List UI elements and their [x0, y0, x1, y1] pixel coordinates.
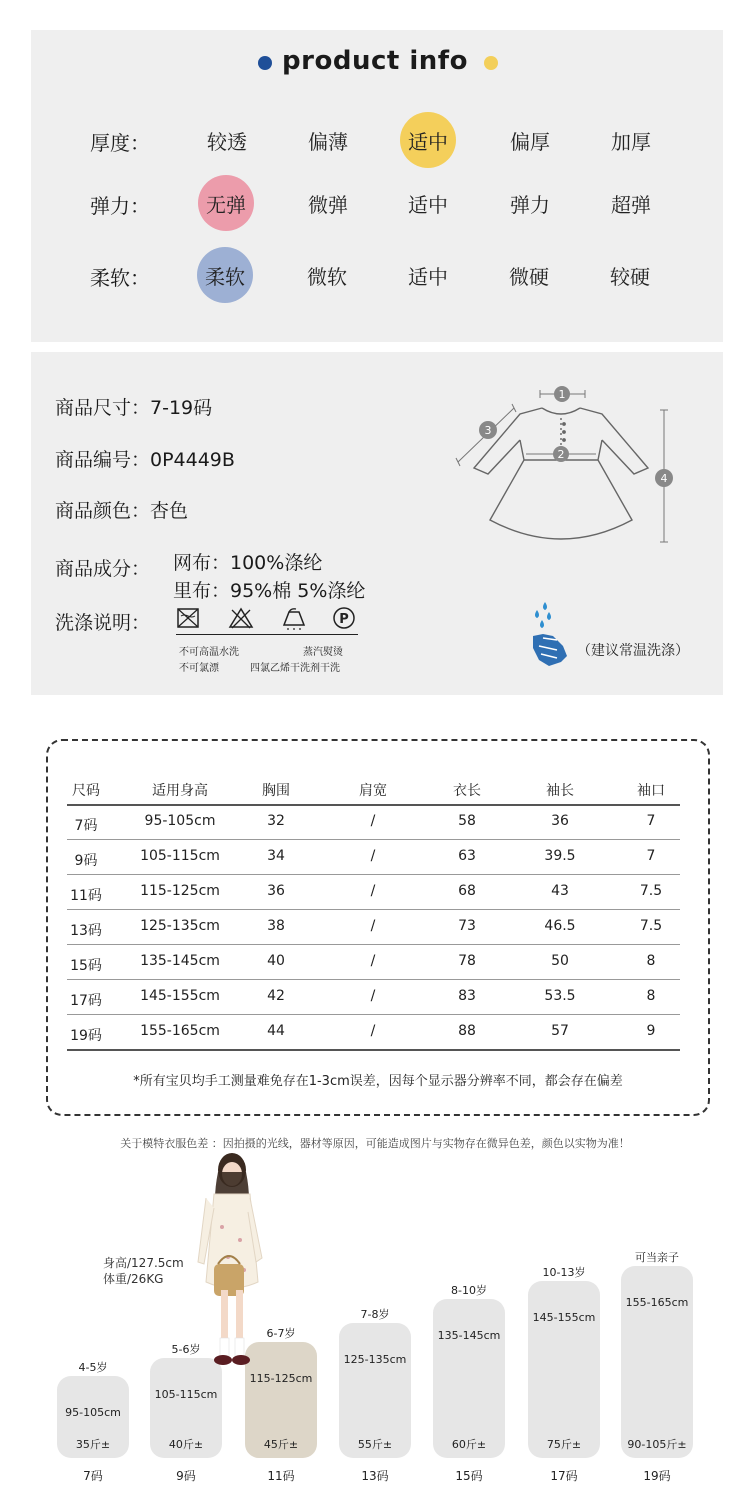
thickness-option-selected: 适中 [400, 112, 456, 168]
material-lining: 里布：95%棉 5%涤纶 [173, 580, 366, 602]
marker-3-label: 3 [484, 424, 492, 437]
wash-caption: 不可高温水洗 [179, 647, 239, 658]
table-row-divider [67, 1014, 680, 1015]
model-weight: 体重/26KG [103, 1272, 164, 1286]
pillar-height: 155-165cm [625, 1296, 689, 1309]
table-row-divider [67, 1049, 680, 1051]
table-cell: 34 [267, 848, 285, 864]
no-bleach-icon [228, 606, 254, 630]
pillar-height: 105-115cm [154, 1388, 218, 1401]
table-cell: / [370, 813, 376, 829]
table-cell: 38 [267, 918, 285, 934]
yellow-dot-icon [484, 56, 498, 70]
table-cell: 15码 [70, 958, 102, 974]
dress-outline [474, 408, 648, 539]
elasticity-option-selected: 无弹 [198, 175, 254, 231]
pillar-weight: 75斤± [546, 1438, 582, 1451]
model-height: 身高/127.5cm [103, 1256, 184, 1270]
table-row-divider [67, 839, 680, 840]
table-row-divider [67, 874, 680, 875]
table-cell: 135-145cm [140, 953, 220, 969]
table-cell: 43 [551, 883, 569, 899]
table-cell: 57 [551, 1023, 569, 1039]
table-cell: / [370, 883, 376, 899]
product-color: 商品颜色：杏色 [55, 500, 189, 522]
hand-wash-icon [527, 600, 573, 670]
marker-1-label: 1 [558, 388, 566, 401]
softness-option: 较硬 [610, 264, 650, 289]
pillar-age: 可当亲子 [635, 1251, 679, 1264]
thickness-label: 厚度： [90, 131, 150, 155]
measurement-note: *所有宝贝均手工测量难免存在1-3cm误差，因每个显示器分辨率不同，都会存在偏差 [133, 1074, 623, 1089]
pillar-height: 145-155cm [532, 1311, 596, 1324]
product-code: 商品编号：0P4449B [55, 449, 235, 471]
table-row-divider [67, 804, 680, 806]
pillar-age: 4-5岁 [78, 1361, 108, 1374]
table-cell: 8 [646, 988, 656, 1004]
table-cell: 88 [458, 1023, 476, 1039]
pillar-age: 5-6岁 [171, 1343, 201, 1356]
table-cell: 95-105cm [144, 813, 216, 829]
softness-option: 微硬 [509, 264, 549, 289]
marker-2-label: 2 [557, 448, 565, 461]
color-disclaimer: 关于模特衣服色差 ：因拍摄的光线，器材等原因，可能造成图片与实物存在微异色差，颜色以实物为准！ [120, 1137, 630, 1150]
table-cell: 63 [458, 848, 476, 864]
thickness-option: 偏薄 [308, 129, 348, 154]
wash-caption: 四氯乙烯干洗剂干洗 [250, 663, 340, 674]
pillar-size-code: 11码 [267, 1469, 295, 1483]
table-header-cell: 尺码 [72, 783, 100, 799]
softness-option: 微软 [307, 264, 347, 289]
model-photo [192, 1152, 272, 1370]
table-cell: 42 [267, 988, 285, 1004]
elasticity-label: 弹力： [90, 194, 150, 218]
marker-4-label: 4 [660, 472, 668, 485]
table-cell: / [370, 848, 376, 864]
table-cell: 105-115cm [140, 848, 220, 864]
pillar-weight: 45斤± [263, 1438, 299, 1451]
table-cell: 145-155cm [140, 988, 220, 1004]
pillar-weight: 90-105斤± [627, 1438, 687, 1451]
pillar-weight: 35斤± [75, 1438, 111, 1451]
table-cell: 58 [458, 813, 476, 829]
thickness-option: 偏厚 [510, 129, 550, 154]
table-cell: 78 [458, 953, 476, 969]
pillar-age: 7-8岁 [360, 1308, 390, 1321]
pillar-weight: 60斤± [451, 1438, 487, 1451]
table-row-divider [67, 909, 680, 910]
table-cell: 36 [551, 813, 569, 829]
table-cell: 11码 [70, 888, 102, 904]
wash-label: 洗涤说明： [55, 612, 151, 634]
table-header-cell: 适用身高 [152, 783, 208, 799]
wash-caption: 蒸汽熨烫 [303, 647, 343, 658]
pillar-age: 8-10岁 [451, 1284, 487, 1297]
table-cell: 50 [551, 953, 569, 969]
table-cell: 115-125cm [140, 883, 220, 899]
table-cell: 83 [458, 988, 476, 1004]
table-header-cell: 袖口 [637, 783, 665, 799]
table-cell: 73 [458, 918, 476, 934]
pillar-height: 135-145cm [437, 1329, 501, 1342]
table-cell: 7 [646, 813, 656, 829]
table-cell: 40 [267, 953, 285, 969]
pillar-weight: 55斤± [357, 1438, 393, 1451]
wash-divider [176, 634, 358, 635]
table-cell: 7码 [74, 818, 98, 834]
table-cell: 155-165cm [140, 1023, 220, 1039]
softness-option: 适中 [408, 264, 448, 289]
table-cell: 68 [458, 883, 476, 899]
pillar-height: 95-105cm [65, 1406, 121, 1419]
material-mesh: 网布：100%涤纶 [173, 552, 323, 574]
elasticity-option: 微弹 [308, 192, 348, 217]
table-cell: / [370, 988, 376, 1004]
table-cell: 7.5 [639, 883, 663, 899]
table-header-cell: 肩宽 [359, 783, 387, 799]
pillar-size-code: 17码 [550, 1469, 578, 1483]
table-cell: 32 [267, 813, 285, 829]
table-cell: 8 [646, 953, 656, 969]
wash-tip: （建议常温洗涤） [577, 643, 689, 659]
thickness-option: 加厚 [611, 129, 651, 154]
svg-text:P: P [339, 612, 349, 627]
table-header-cell: 胸围 [262, 783, 290, 799]
table-cell: 9 [646, 1023, 656, 1039]
size-pillar [528, 1281, 600, 1458]
table-cell: 13码 [70, 923, 102, 939]
table-row-divider [67, 944, 680, 945]
garment-diagram [450, 380, 690, 550]
table-header-cell: 衣长 [453, 783, 481, 799]
dry-clean-p-icon [332, 606, 356, 630]
size-pillar [433, 1299, 505, 1458]
pillar-size-code: 15码 [455, 1469, 483, 1483]
table-cell: 44 [267, 1023, 285, 1039]
steam-iron-icon [280, 606, 308, 630]
table-cell: / [370, 953, 376, 969]
table-cell: 7.5 [639, 918, 663, 934]
table-cell: 19码 [70, 1028, 102, 1044]
table-row-divider [67, 979, 680, 980]
table-cell: 9码 [74, 853, 98, 869]
table-cell: 125-135cm [140, 918, 220, 934]
table-cell: 46.5 [544, 918, 576, 934]
pillar-size-code: 19码 [643, 1469, 671, 1483]
table-cell: / [370, 918, 376, 934]
table-cell: 53.5 [544, 988, 576, 1004]
wash-caption: 不可氯漂 [179, 663, 219, 674]
material-label: 商品成分： [55, 558, 151, 580]
table-header-cell: 袖长 [546, 783, 574, 799]
table-cell: / [370, 1023, 376, 1039]
thickness-option: 较透 [207, 129, 247, 154]
softness-label: 柔软： [90, 266, 150, 290]
pillar-age: 10-13岁 [542, 1266, 586, 1279]
pillar-weight: 40斤± [168, 1438, 204, 1451]
pillar-height: 115-125cm [249, 1372, 313, 1385]
product-size: 商品尺寸：7-19码 [55, 397, 213, 419]
pillar-height: 125-135cm [343, 1353, 407, 1366]
elasticity-option: 超弹 [611, 192, 651, 217]
measure-lines [456, 390, 668, 542]
softness-option-selected: 柔软 [197, 247, 253, 303]
elasticity-option: 弹力 [510, 192, 550, 217]
size-pillar [621, 1266, 693, 1458]
pillar-size-code: 7码 [83, 1469, 103, 1483]
table-cell: 39.5 [544, 848, 576, 864]
table-cell: 17码 [70, 993, 102, 1009]
measure-markers [479, 386, 673, 487]
pillar-age: 6-7岁 [266, 1327, 296, 1340]
pillar-size-code: 13码 [361, 1469, 389, 1483]
pillar-size-code: 9码 [176, 1469, 196, 1483]
elasticity-option: 适中 [408, 192, 448, 217]
table-cell: 7 [646, 848, 656, 864]
no-hot-wash-icon [176, 606, 200, 630]
product-info-title: product info [282, 46, 468, 76]
table-cell: 36 [267, 883, 285, 899]
